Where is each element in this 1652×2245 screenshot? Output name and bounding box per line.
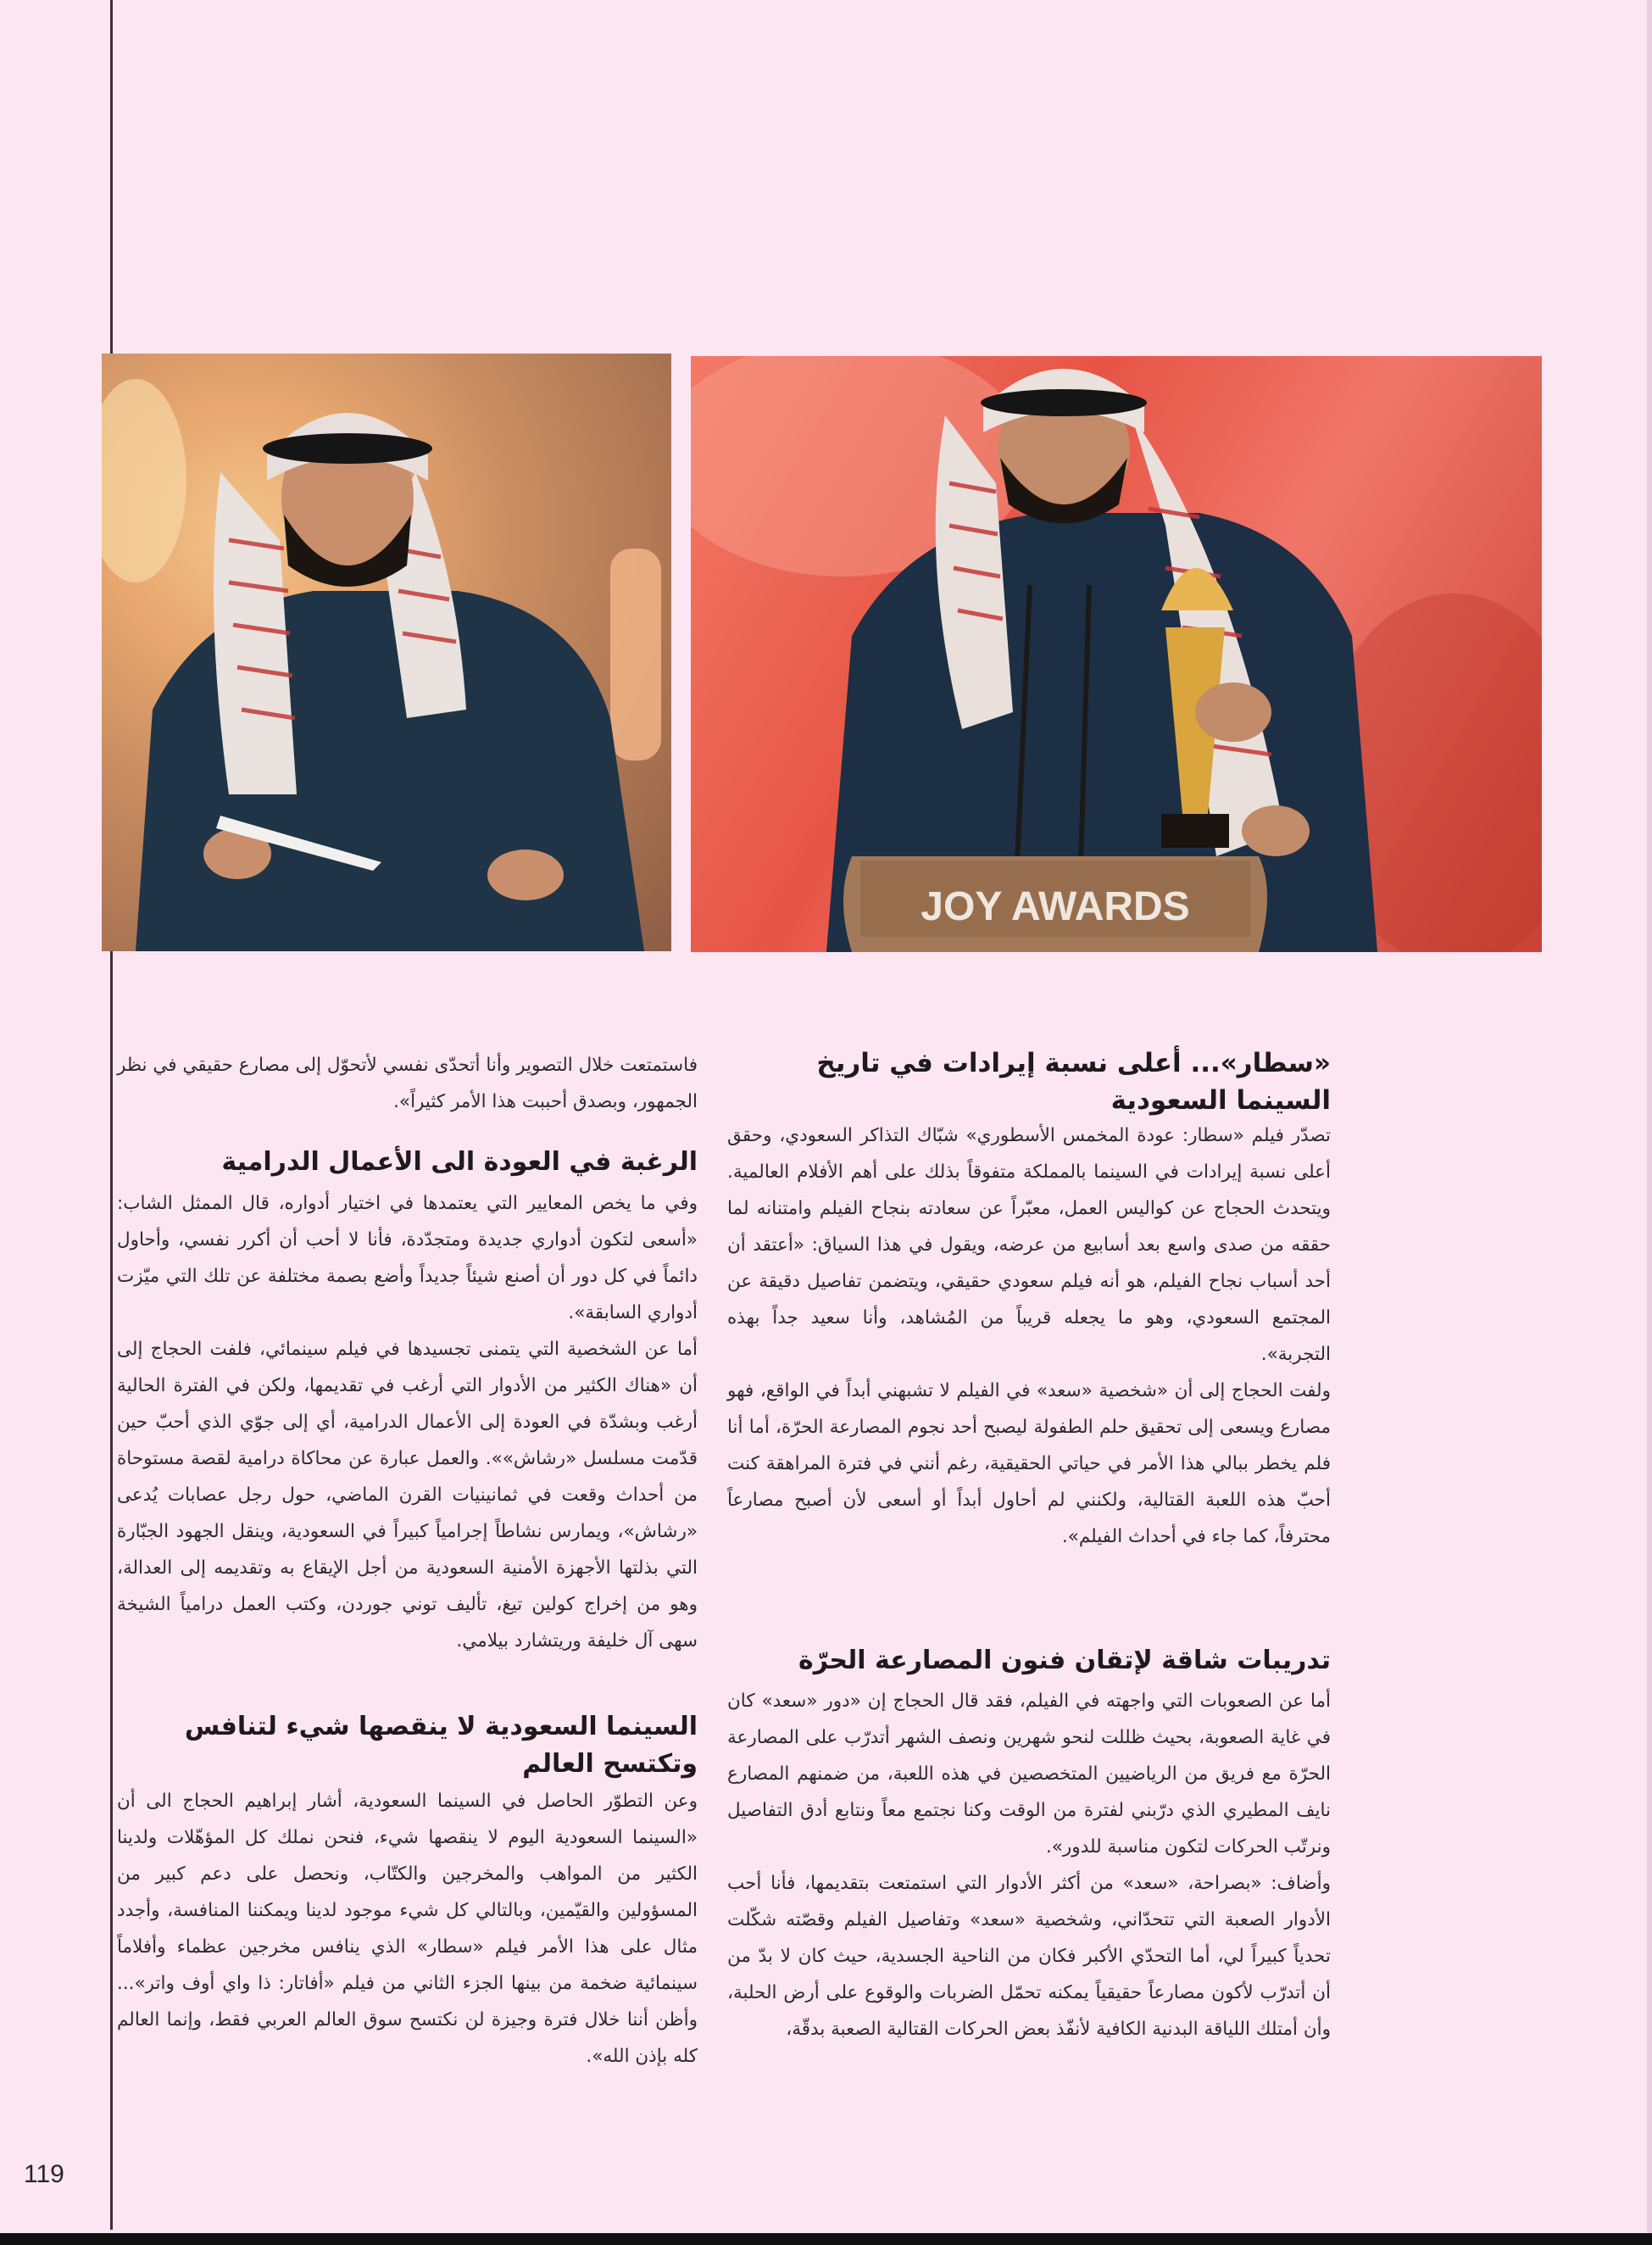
right-column-body-2 — [727, 1683, 1331, 2047]
presenter-illustration — [102, 354, 671, 951]
paragraph-satar-intro: تصدّر فيلم «سطار: عودة المخمس الأسطوري» شبّاك التذاكر السعودي، وحقق أعلى نسبة إيرادات في السينما بالمملكة متفوقاً بذلك على أهم الأفلام العالمية. ويتحدث الحجاج عن كواليس العمل، معبّراً عن سعادته بنجاح الفيلم وامتنانه لما حققه من صدى واسع بعد أسابيع من عرضه، ويقول في هذا السياق: «أعتقد أن أحد أسباب نجاح الفيلم، هو أنه فيلم سعودي حقيقي، ويتضمن تفاصيل دقيقة عن المجتمع السعودي، وهو ما يجعله قريباً من المُشاهد، وأنا سعيد جداً بهذه التجربة». — [727, 1125, 1331, 1365]
bottom-scan-bar — [0, 2233, 1652, 2245]
photo-award-winner — [691, 356, 1542, 952]
paragraph-saad-character: ولفت الحجاج إلى أن «شخصية «سعد» في الفيلم لا تشبهني أبداً في الواقع، فهو مصارع ويسعى إلى تحقيق حلم الطفولة ليصبح أحد نجوم المصارعة الحرّة، أما أنا فلم يخطر ببالي هذا الأمر في حياتي الحقيقية، رغم أنني في فترة المراهقة كنت أحبّ هذه اللعبة القتالية، ولكنني لم أحاول أبداً أو أسعى لأن أصبح مصارعاً محترفاً، كما جاء في أحداث الفيلم». — [727, 1380, 1331, 1547]
heading-return-to-drama: الرغبة في العودة الى الأعمال الدرامية — [221, 1147, 698, 1177]
heading-satar-revenue: «سطار»... أعلى نسبة إيرادات في تاريخ السينما السعودية — [816, 1048, 1331, 1116]
paragraph-saudi-cinema: وعن التطوّر الحاصل في السينما السعودية، أشار إبراهيم الحجاج الى أن «السينما السعودية اليوم لا ينقصها شيء، فنحن نملك كل المؤهّلات ولدينا الكثير من المواهب والمخرجين والكتّاب، ونحصل على دعم كبير من المسؤولين والقيّمين، وبالتالي كل شيء موجود لدينا ويمكننا المنافسة، وأجدد مثال على هذا الأمر فيلم «سطار» الذي ينافس مخرجين عظماء وأفلاماً سينمائية ضخمة من بينها الجزء الثاني من فيلم «أفاتار: ذا واي أوف واتر»... وأظن أننا خلال فترة وجيزة لن نكتسح سوق العالم العربي فقط، وإنما العالم كله بإذن الله». — [117, 1791, 698, 2067]
binding-line — [110, 0, 113, 2230]
paragraph-added: وأضاف: «بصراحة، «سعد» من أكثر الأدوار التي استمتعت بتقديمها، فأنا أحب الأدوار الصعبة التي تتحدّاني، وشخصية «سعد» وتفاصيل الفيلم وقصّته شكّلت تحدياً كبيراً لي، أما التحدّي الأكبر فكان من الناحية الجسدية، حيث كان لا بدّ من أن أتدرّب لأكون مصارعاً حقيقياً يمكنه تحمّل الضربات والوقوع على أرض الحلبة، وأن أمتلك اللياقة البدنية الكافية لأنفّذ بعض الحركات القتالية الصعبة بدقّة، — [727, 1873, 1331, 2040]
left-column-body-2 — [117, 1185, 698, 1659]
podium-text: JOY AWARDS — [921, 884, 1190, 929]
paragraph-difficulties: أما عن الصعوبات التي واجهته في الفيلم، فقد قال الحجاج إن «دور «سعد» كان في غاية الصعوبة، بحيث ظللت لنحو شهرين ونصف الشهر أتدرّب على المصارعة الحرّة مع فريق من الرياضيين المتخصصين في هذه اللعبة، من ضمنهم المصارع نايف المطيري الذي درّبني لفترة من الوقت وكنا نجتمع معاً ونتابع أدق التفاصيل ونرتّب الحركات لتكون مناسبة للدور». — [727, 1691, 1331, 1858]
paragraph-rashash: أما عن الشخصية التي يتمنى تجسيدها في فيلم سينمائي، فلفت الحجاج إلى أن «هناك الكثير من الأدوار التي أرغب في تقديمها، ولكن في الفترة الحالية أرغب وبشدّة في العودة إلى الأعمال الدرامية، أي إلى جوّي الذي أحبّ حين قدّمت مسلسل «رشاش»». والعمل عبارة عن محاكاة درامية لقصة مستوحاة من أحداث وقعت في ثمانينيات القرن الماضي، حول رجل عصابات يُدعى «رشاش»، ويمارس نشاطاً إجرامياً كبيراً في السعودية، وينقل الجهود الجبّارة التي بذلتها الأجهزة الأمنية السعودية من أجل الإيقاع به وتقديمه إلى العدالة، وهو من إخراج كولين تيغ، تأليف توني جوردن، وكتب العمل درامياً الشيخة سهى آل خليفة وريتشارد بيلامي. — [117, 1339, 698, 1652]
award-winner-illustration — [691, 356, 1542, 952]
page-number: 119 — [24, 2160, 64, 2188]
left-column-body — [117, 1047, 698, 1120]
right-column-body — [727, 1117, 1331, 1555]
heading-wrestling-training: تدريبات شاقة لإتقان فنون المصارعة الحرّة — [798, 1646, 1331, 1675]
page-edge — [1647, 0, 1652, 2245]
paragraph-continuation: فاستمتعت خلال التصوير وأنا أتحدّى نفسي لأتحوّل إلى مصارع حقيقي في نظر الجمهور، وبصدق أحببت هذا الأمر كثيراً». — [117, 1055, 698, 1112]
heading-saudi-cinema: السينما السعودية لا ينقصها شيء لتنافس وتكتسح العالم — [184, 1712, 698, 1779]
left-column-body-3 — [117, 1783, 698, 2075]
paragraph-criteria: وفي ما يخص المعايير التي يعتمدها في اختيار أدواره، قال الممثل الشاب: «أسعى لتكون أدواري جديدة ومتجدّدة، فأنا لا أحب أن أكرر نفسي، وأحاول دائماً في كل دور أن أصنع شيئاً جديداً وأضع بصمة مختلفة عن تلك التي ميّزت أدواري السابقة». — [117, 1193, 698, 1323]
photo-presenter — [102, 354, 671, 951]
